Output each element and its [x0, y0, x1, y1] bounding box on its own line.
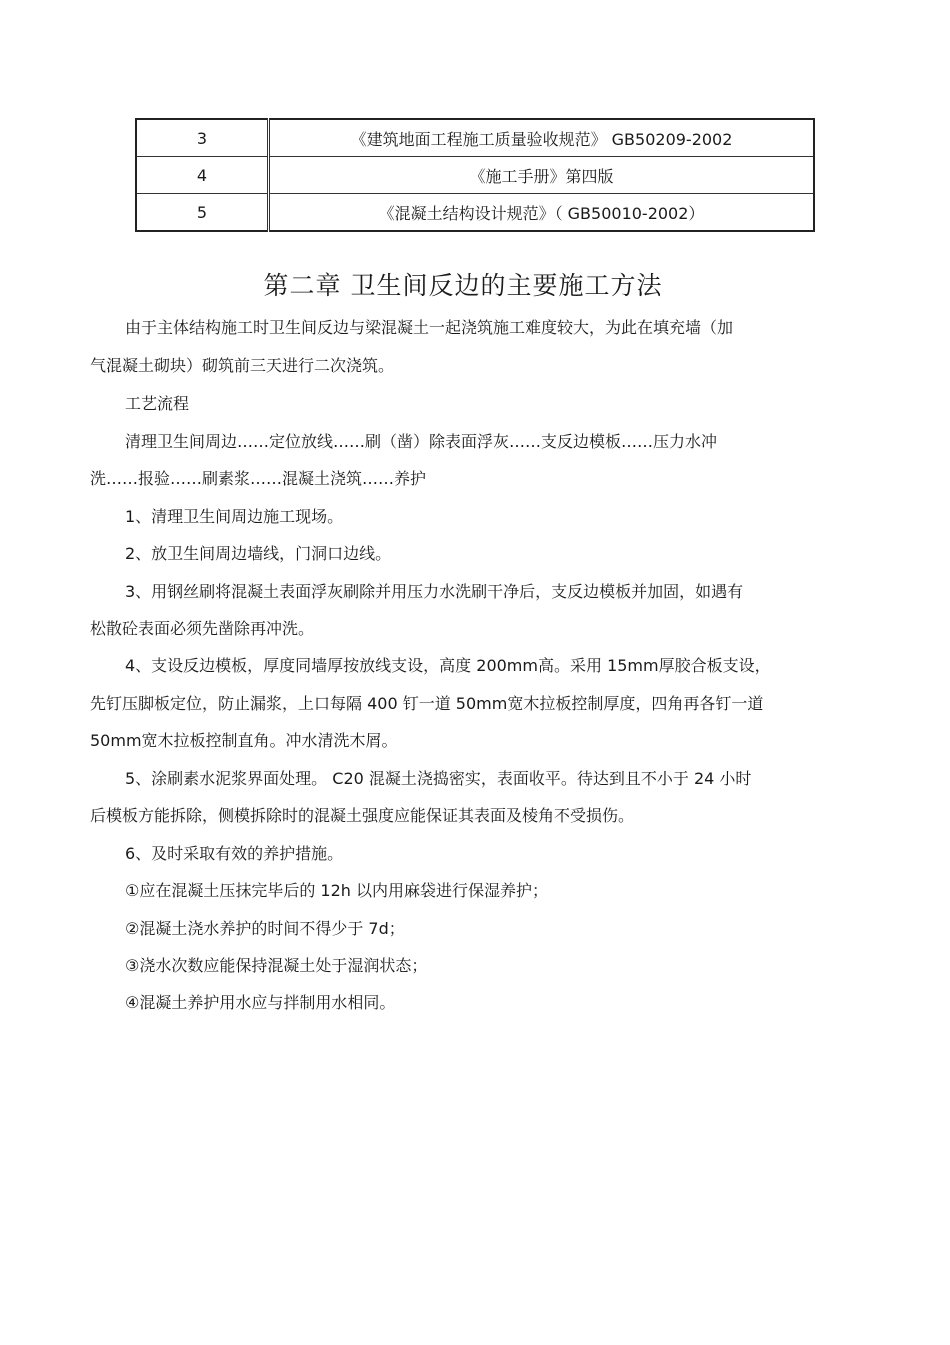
paragraph-line: 气混凝土砌块）砌筑前三天进行二次浇筑。: [90, 356, 395, 375]
paragraph-line: 清理卫生间周边……定位放线……刷（凿）除表面浮灰……支反边模板……压力水冲: [125, 432, 718, 451]
step-item: 3、用钢丝刷将混凝土表面浮灰刷除并用压力水洗刷干净后，支反边模板并加固，如遇有: [125, 582, 744, 601]
sub-item: ③浇水次数应能保持混凝土处于湿润状态；: [125, 956, 428, 975]
standard-title: 《施工手册》第四版: [269, 157, 815, 194]
row-number: 4: [136, 157, 269, 194]
paragraph-line: 先钉压脚板定位，防止漏浆，上口每隔 400 钉一道 50mm宽木拉板控制厚度，四角再各钉一道: [90, 694, 764, 713]
paragraph-line: 50mm宽木拉板控制直角。冲水清洗木屑。: [90, 731, 398, 750]
standard-title: 《建筑地面工程施工质量验收规范》 GB50209-2002: [269, 119, 815, 157]
sub-item: ①应在混凝土压抹完毕后的 12h 以内用麻袋进行保湿养护；: [125, 881, 549, 900]
reference-standards-table: [135, 118, 815, 232]
step-item: 5、涂刷素水泥浆界面处理。 C20 混凝土浇捣密实，表面收平。待达到且不小于 24 小时: [125, 769, 752, 788]
row-number: 5: [136, 194, 269, 232]
paragraph-line: 后模板方能拆除，侧模拆除时的混凝土强度应能保证其表面及棱角不受损伤。: [90, 806, 635, 825]
step-item: 1、清理卫生间周边施工现场。: [125, 507, 344, 526]
paragraph-line: 松散砼表面必须先凿除再冲洗。: [90, 619, 315, 638]
table-row: [136, 157, 814, 194]
step-item: 2、放卫生间周边墙线，门洞口边线。: [125, 544, 392, 563]
table-row: [136, 119, 814, 157]
standard-title: 《混凝土结构设计规范》（ GB50010-2002）: [269, 194, 815, 232]
section-heading: 工艺流程: [125, 394, 190, 413]
paragraph-line: 由于主体结构施工时卫生间反边与梁混凝土一起浇筑施工难度较大，为此在填充墙（加: [125, 318, 734, 337]
sub-item: ④混凝土养护用水应与拌制用水相同。: [125, 993, 396, 1012]
paragraph-line: 洗……报验……刷素浆……混凝土浇筑……养护: [90, 469, 427, 488]
row-number: 3: [136, 119, 269, 157]
step-item: 6、及时采取有效的养护措施。: [125, 844, 344, 863]
step-item: 4、支设反边模板，厚度同墙厚按放线支设，高度 200mm高。采用 15mm厚胶合板支设，: [125, 656, 771, 675]
table-row: [136, 194, 814, 232]
sub-item: ②混凝土浇水养护的时间不得少于 7d；: [125, 919, 405, 938]
chapter-title: 第二章 卫生间反边的主要施工方法: [263, 271, 663, 300]
